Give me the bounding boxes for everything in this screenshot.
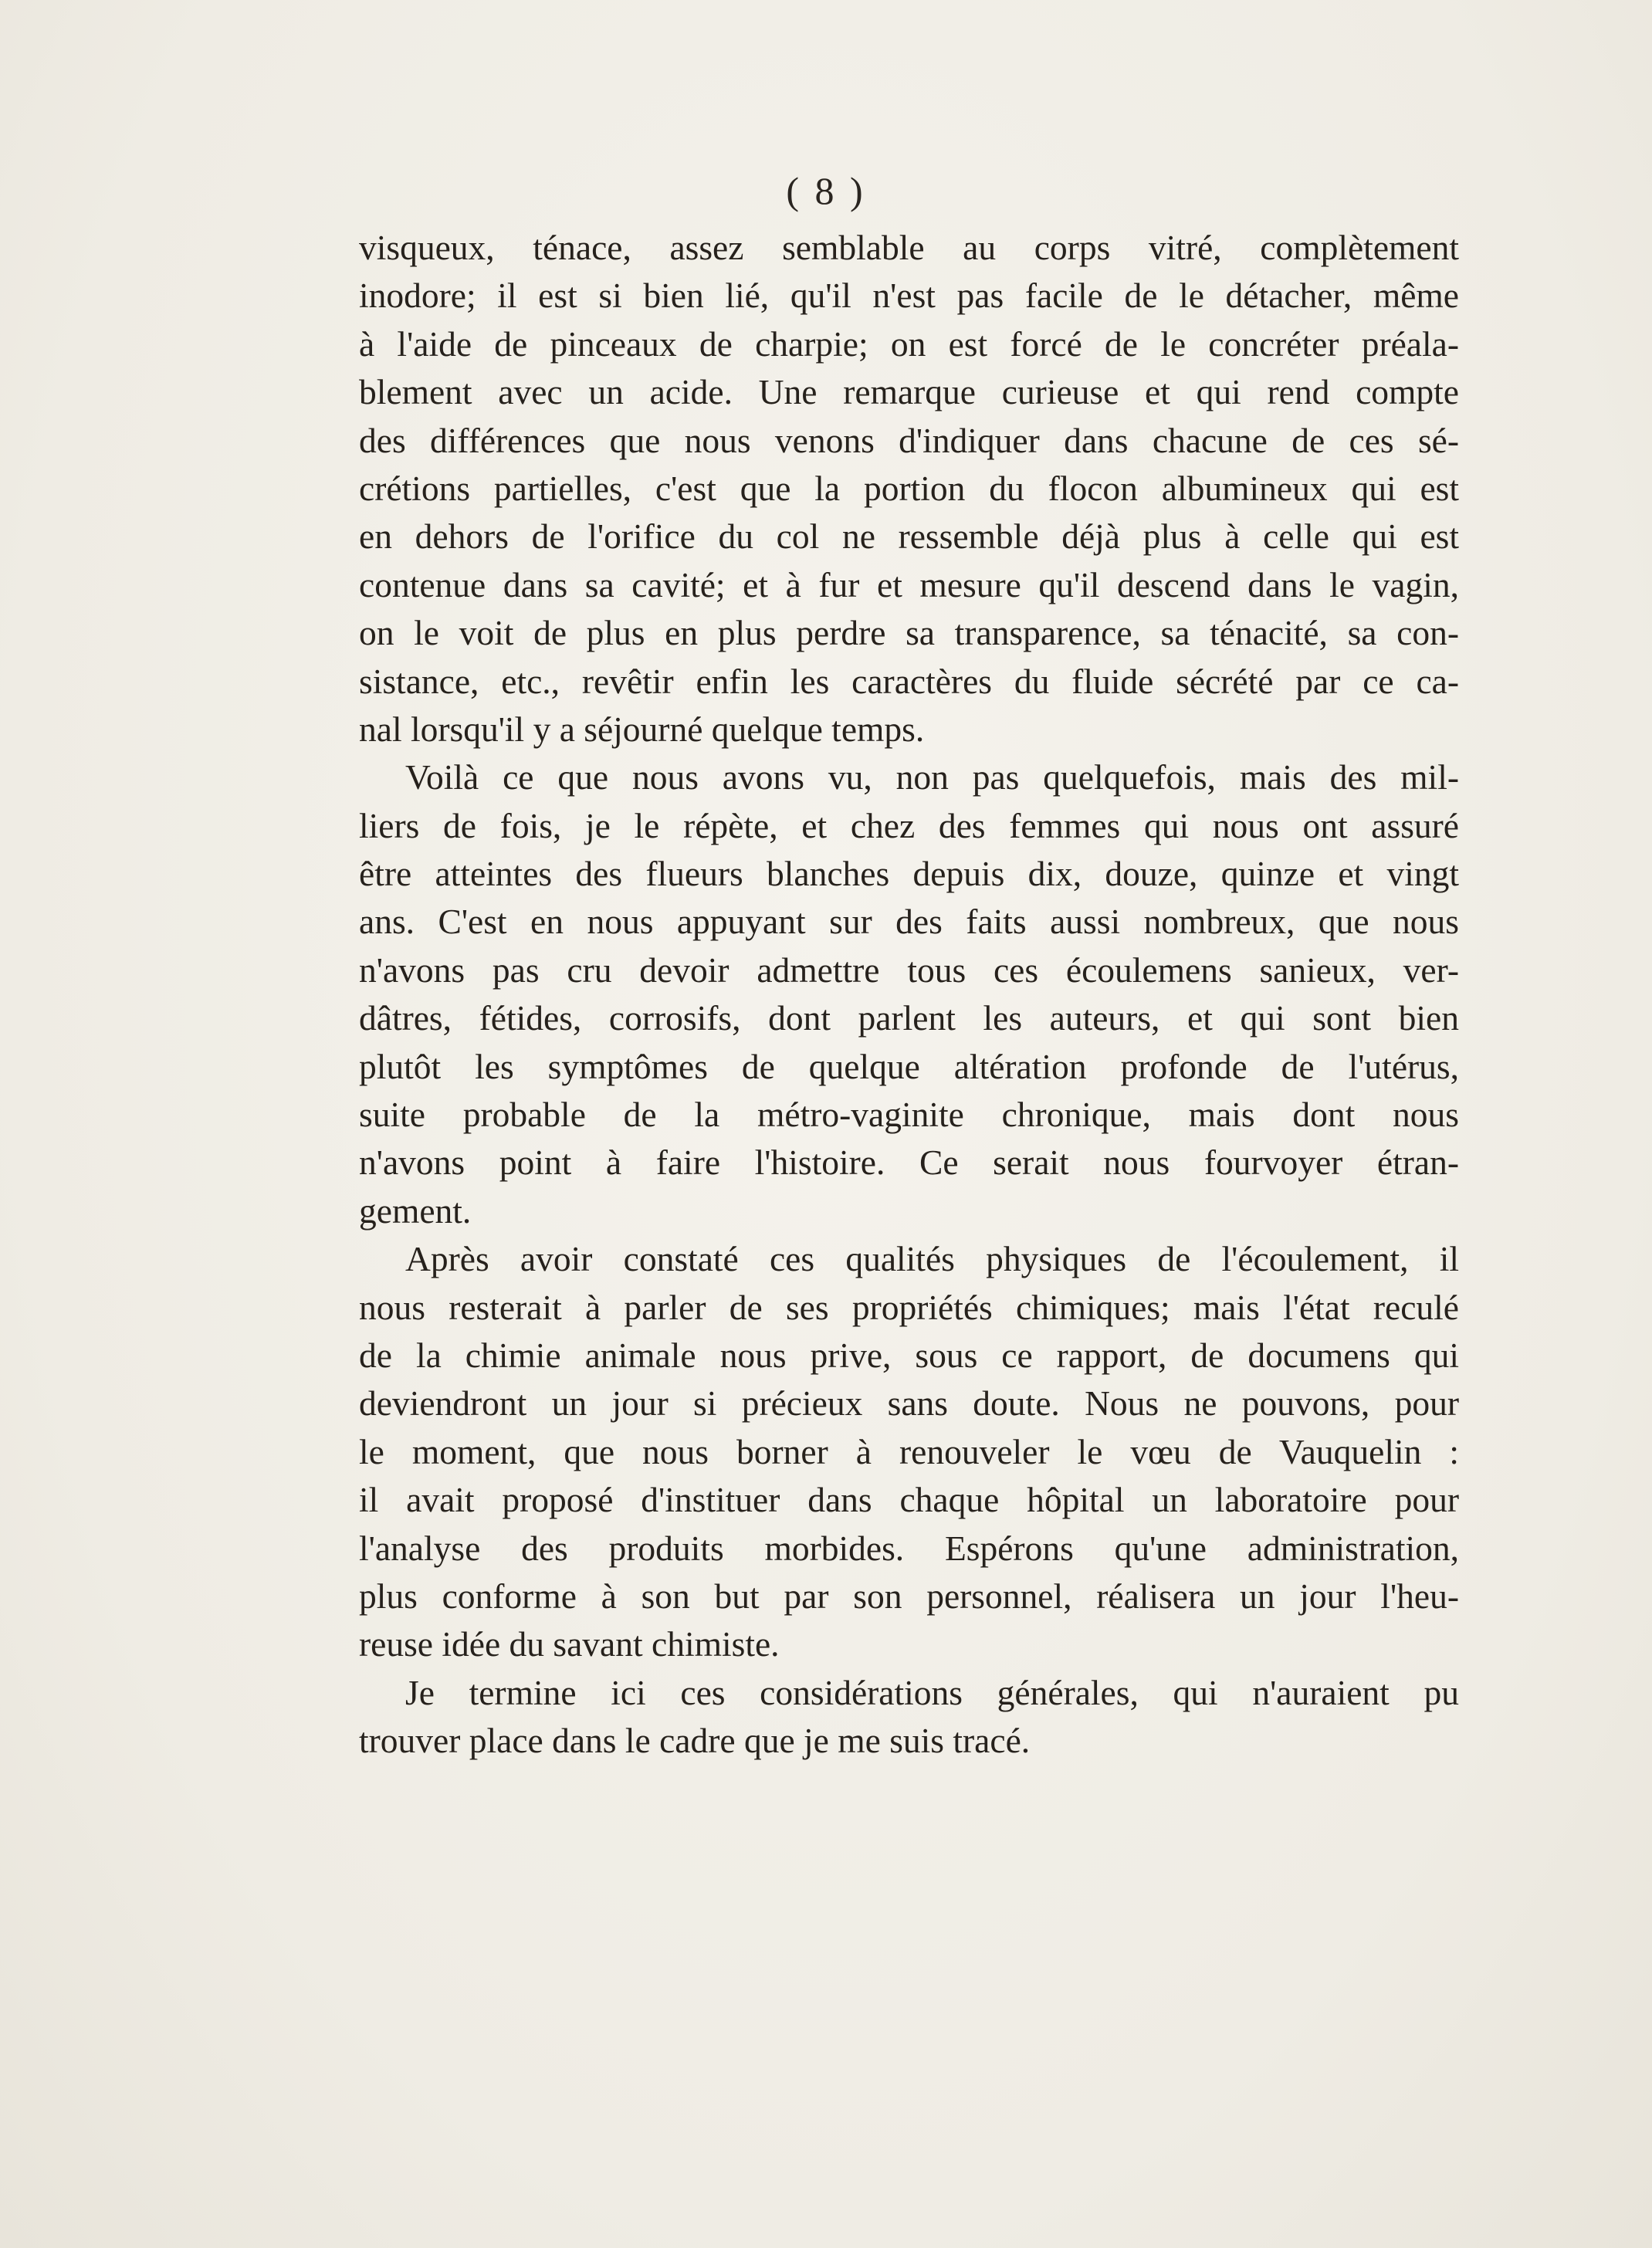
text-line: ans. C'est en nous appuyant sur des faits aussi nombreux, que nous [359,902,1459,942]
text-line: contenue dans sa cavité; et à fur et mesure qu'il descend dans le vagin, [359,564,1459,604]
page-number: ( 8 ) [786,169,866,212]
text-line: être atteintes des flueurs blanches depuis dix, douze, quinze et vingt [359,854,1459,894]
text-line: de la chimie animale nous prive, sous ce rapport, de documens qui [359,1335,1459,1375]
text-line: à l'aide de pinceaux de charpie; on est forcé de le concréter préala- [359,323,1459,364]
text-line: dâtres, fétides, corrosifs, dont parlent les auteurs, et qui sont bien [359,998,1459,1038]
paragraph-1 [359,224,1459,753]
paragraph-3 [359,1235,1459,1669]
text-line: Après avoir constaté ces qualités physiques de l'écoulement, il [405,1239,1459,1279]
text-line: en dehors de l'orifice du col ne ressemble déjà plus à celle qui est [359,516,1459,557]
text-line: liers de fois, je le répète, et chez des femmes qui nous ont assuré [359,805,1459,845]
text-line: on le voit de plus en plus perdre sa transparence, sa ténacité, sa con- [359,613,1459,653]
text-line: reuse idée du savant chimiste. [359,1624,780,1664]
text-line: inodore; il est si bien lié, qu'il n'est pas facile de le détacher, même [359,276,1459,316]
text-line: blement avec un acide. Une remarque curieuse et qui rend compte [359,372,1459,412]
text-line: plutôt les symptômes de quelque altération profonde de l'utérus, [359,1046,1459,1086]
text-line: n'avons point à faire l'histoire. Ce serait nous fourvoyer étran- [359,1143,1459,1183]
text-line: crétions partielles, c'est que la portion du flocon albumineux qui est [359,468,1459,508]
body-text [359,224,1459,1766]
text-line: deviendront un jour si précieux sans doute. Nous ne pouvons, pour [359,1383,1459,1424]
text-line: des différences que nous venons d'indiquer dans chacune de ces sé- [359,420,1459,460]
text-line: nous resterait à parler de ses propriétés chimiques; mais l'état reculé [359,1287,1459,1327]
text-line: il avait proposé d'instituer dans chaque hôpital un laboratoire pour [359,1480,1459,1520]
text-line: sistance, etc., revêtir enfin les caractères du fluide sécrété par ce ca- [359,661,1459,701]
text-line: plus conforme à son but par son personnel, réalisera un jour l'heu- [359,1576,1459,1616]
text-line: l'analyse des produits morbides. Espérons qu'une administration, [359,1528,1459,1568]
text-line: trouver place dans le cadre que je me suis tracé. [359,1721,1031,1761]
text-line: suite probable de la métro-vaginite chronique, mais dont nous [359,1095,1459,1135]
paragraph-2 [359,753,1459,1235]
text-line: gement. [359,1190,472,1231]
text-line: n'avons pas cru devoir admettre tous ces écoulemens sanieux, ver- [359,950,1459,990]
text-line: visqueux, ténace, assez semblable au corps vitré, complètement [359,228,1459,267]
text-line: Je termine ici ces considérations générales, qui n'auraient pu [405,1672,1459,1712]
text-line: nal lorsqu'il y a séjourné quelque temps. [359,709,925,749]
text-line: Voilà ce que nous avons vu, non pas quelquefois, mais des mil- [405,757,1459,797]
paragraph-4 [359,1669,1459,1766]
text-line: le moment, que nous borner à renouveler le vœu de Vauquelin : [359,1431,1459,1471]
